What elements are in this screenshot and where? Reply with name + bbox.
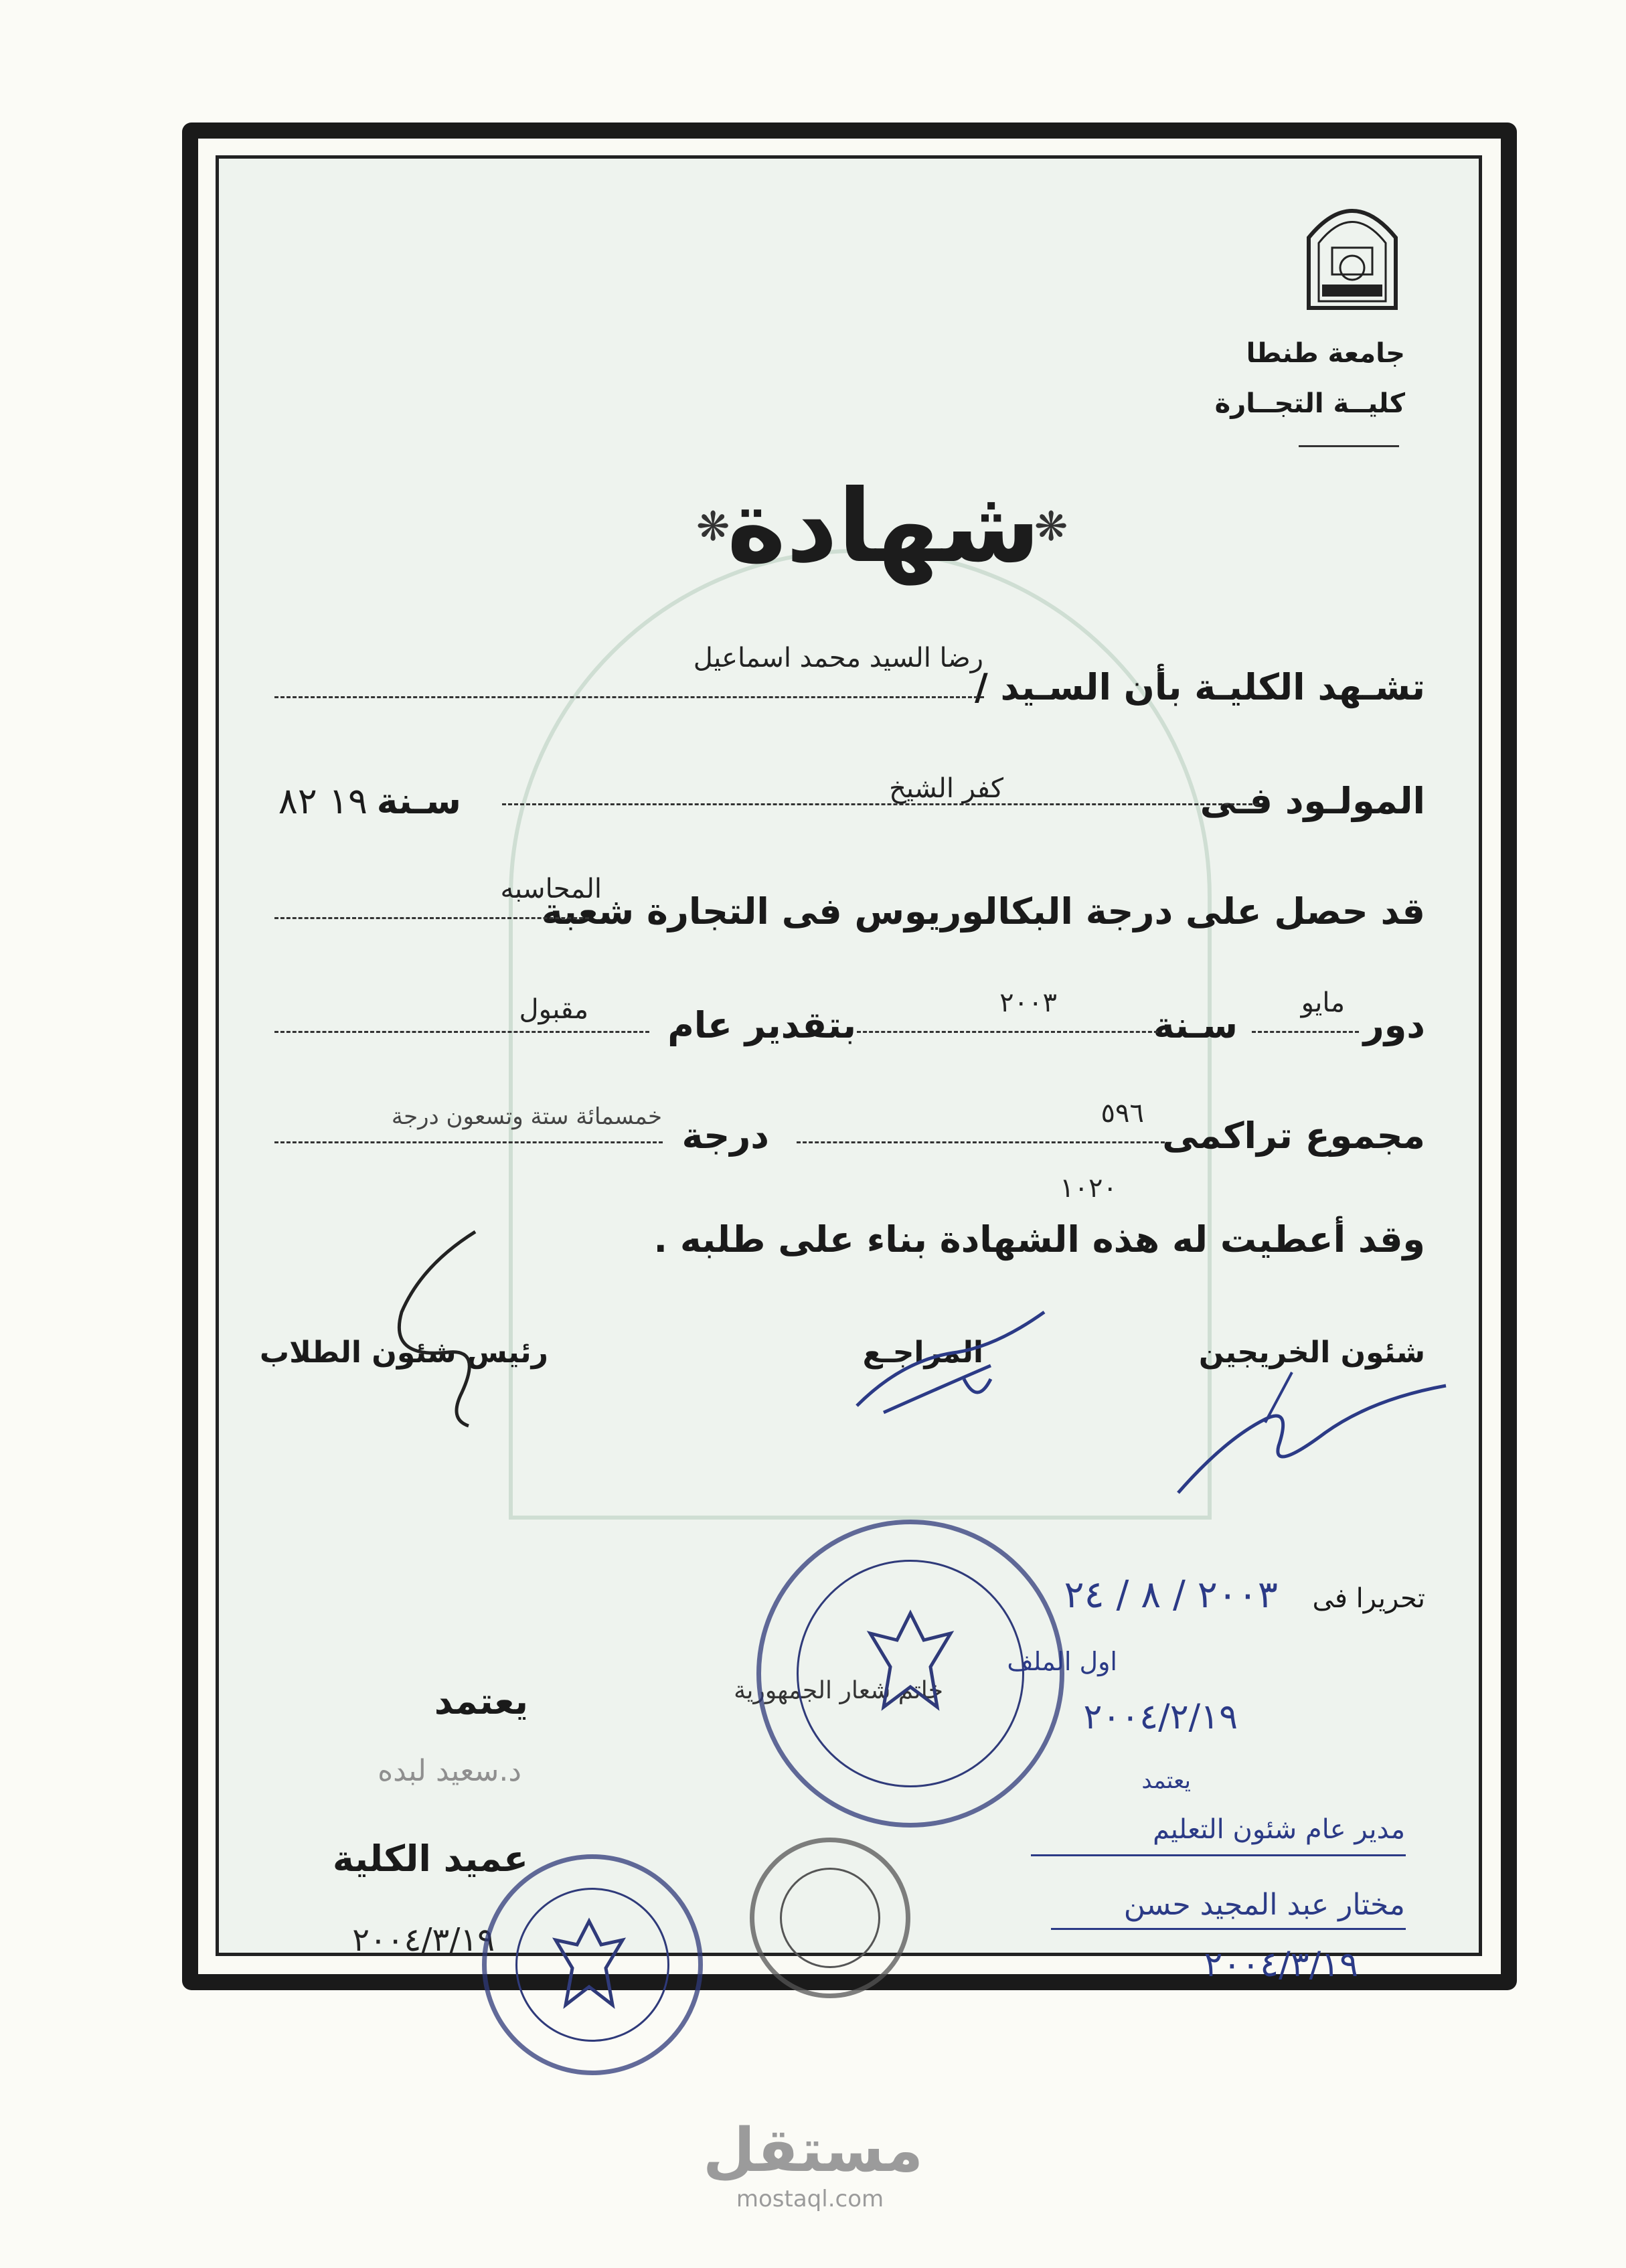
title-box	[676, 469, 1091, 585]
total-words: خمسمائة ستة وتسعون درجة	[391, 1103, 662, 1130]
birth-label: المولـود فـى	[1200, 780, 1425, 822]
manager-title: مدير عام شئون التعليم	[1153, 1814, 1405, 1845]
seal-note: خاتم شعار الجمهورية	[734, 1677, 943, 1704]
grade-line	[274, 1031, 649, 1033]
eagle-emblem-icon	[864, 1607, 957, 1720]
faculty-underline	[1299, 445, 1399, 447]
mostaql-brand-en: mostaql.com	[736, 2186, 884, 2212]
manager-name-underline	[1051, 1928, 1406, 1930]
student-affairs-head-title: رئيس شئون الطلاب	[259, 1335, 548, 1370]
issued-label: تحريرا فى	[1312, 1583, 1425, 1614]
faculty-name: كليــة التجــارة	[1214, 388, 1405, 419]
signature-graduates	[1171, 1359, 1453, 1506]
session-line	[1252, 1031, 1359, 1033]
birth-place-line	[502, 803, 1258, 805]
closing-statement: وقد أعطيت له هذه الشهادة بناء على طلبه .	[653, 1218, 1425, 1261]
branch-line	[274, 917, 589, 919]
reviewer-title: المراجـع	[862, 1335, 983, 1370]
student-name: رضا السيد محمد اسماعيل	[693, 643, 983, 673]
year-line	[857, 1031, 1158, 1033]
approval-label: يعتمد	[434, 1680, 528, 1722]
year-value: ٢٠٠٣	[999, 987, 1057, 1018]
university-name: جامعة طنطا	[1246, 338, 1405, 369]
issued-date: ٢٠٠٣ / ٨ / ٢٤	[1064, 1573, 1278, 1617]
stamp-date-mid: ٢٠٠٤/٢/١٩	[1083, 1697, 1238, 1737]
session-label: دور	[1363, 1004, 1425, 1046]
certificate-title: شهادة	[726, 469, 1041, 585]
small-tax-stamp-ring	[780, 1868, 880, 1968]
grade-label: بتقدير عام	[667, 1004, 856, 1046]
bottom-eagle-icon	[549, 1915, 629, 2015]
total-value: ٥٩٦	[1101, 1098, 1144, 1129]
attest-label: تشـهد الكليـة بأن السـيد /	[975, 666, 1425, 708]
total-line	[797, 1141, 1165, 1143]
session-value: مايو	[1301, 987, 1345, 1018]
mostaql-brand-ar: مستقل	[703, 2115, 924, 2186]
branch-name: المحاسبه	[500, 874, 602, 904]
manager-name: مختار عبد المجيد حسن	[1123, 1888, 1405, 1922]
birth-year-label: سـنة	[376, 780, 461, 822]
birth-place: كفر الشيخ	[889, 773, 1003, 804]
total-words-line	[274, 1141, 663, 1143]
title-ornament-right-icon: ❋	[1034, 503, 1068, 550]
signature-student-affairs	[375, 1225, 489, 1433]
grade-value: مقبول	[519, 994, 588, 1025]
total-label: مجموع تراكمى	[1162, 1115, 1425, 1157]
max-total: ١٠٢٠	[1060, 1173, 1117, 1204]
graduates-affairs-title: شئون الخريجين	[1198, 1335, 1425, 1370]
degree-label: قد حصل على درجة البكالوريوس فى التجارة شعبة	[541, 890, 1425, 933]
dean-title: عميد الكلية	[332, 1838, 528, 1880]
signature-reviewer	[843, 1305, 1058, 1433]
stamp-date-right: ٢٠٠٤/٣/١٩	[1204, 1945, 1358, 1985]
mostaql-brand	[703, 2115, 924, 2212]
university-logo	[1302, 191, 1402, 311]
title-ornament-left-icon: ❋	[696, 503, 730, 550]
approve-note: يعتمد	[1141, 1767, 1191, 1794]
dean-name: د.سعيد لبده	[378, 1754, 521, 1788]
name-line	[274, 696, 984, 698]
birth-year: ١٩ ٨٢	[278, 780, 368, 822]
year-label: سـنة	[1153, 1004, 1238, 1046]
manager-title-underline	[1031, 1854, 1406, 1856]
degree-word: درجة	[681, 1115, 769, 1157]
stamp-label-official: اول الملف	[1007, 1647, 1117, 1676]
stamp-date-left: ٢٠٠٤/٣/١٩	[352, 1921, 495, 1959]
